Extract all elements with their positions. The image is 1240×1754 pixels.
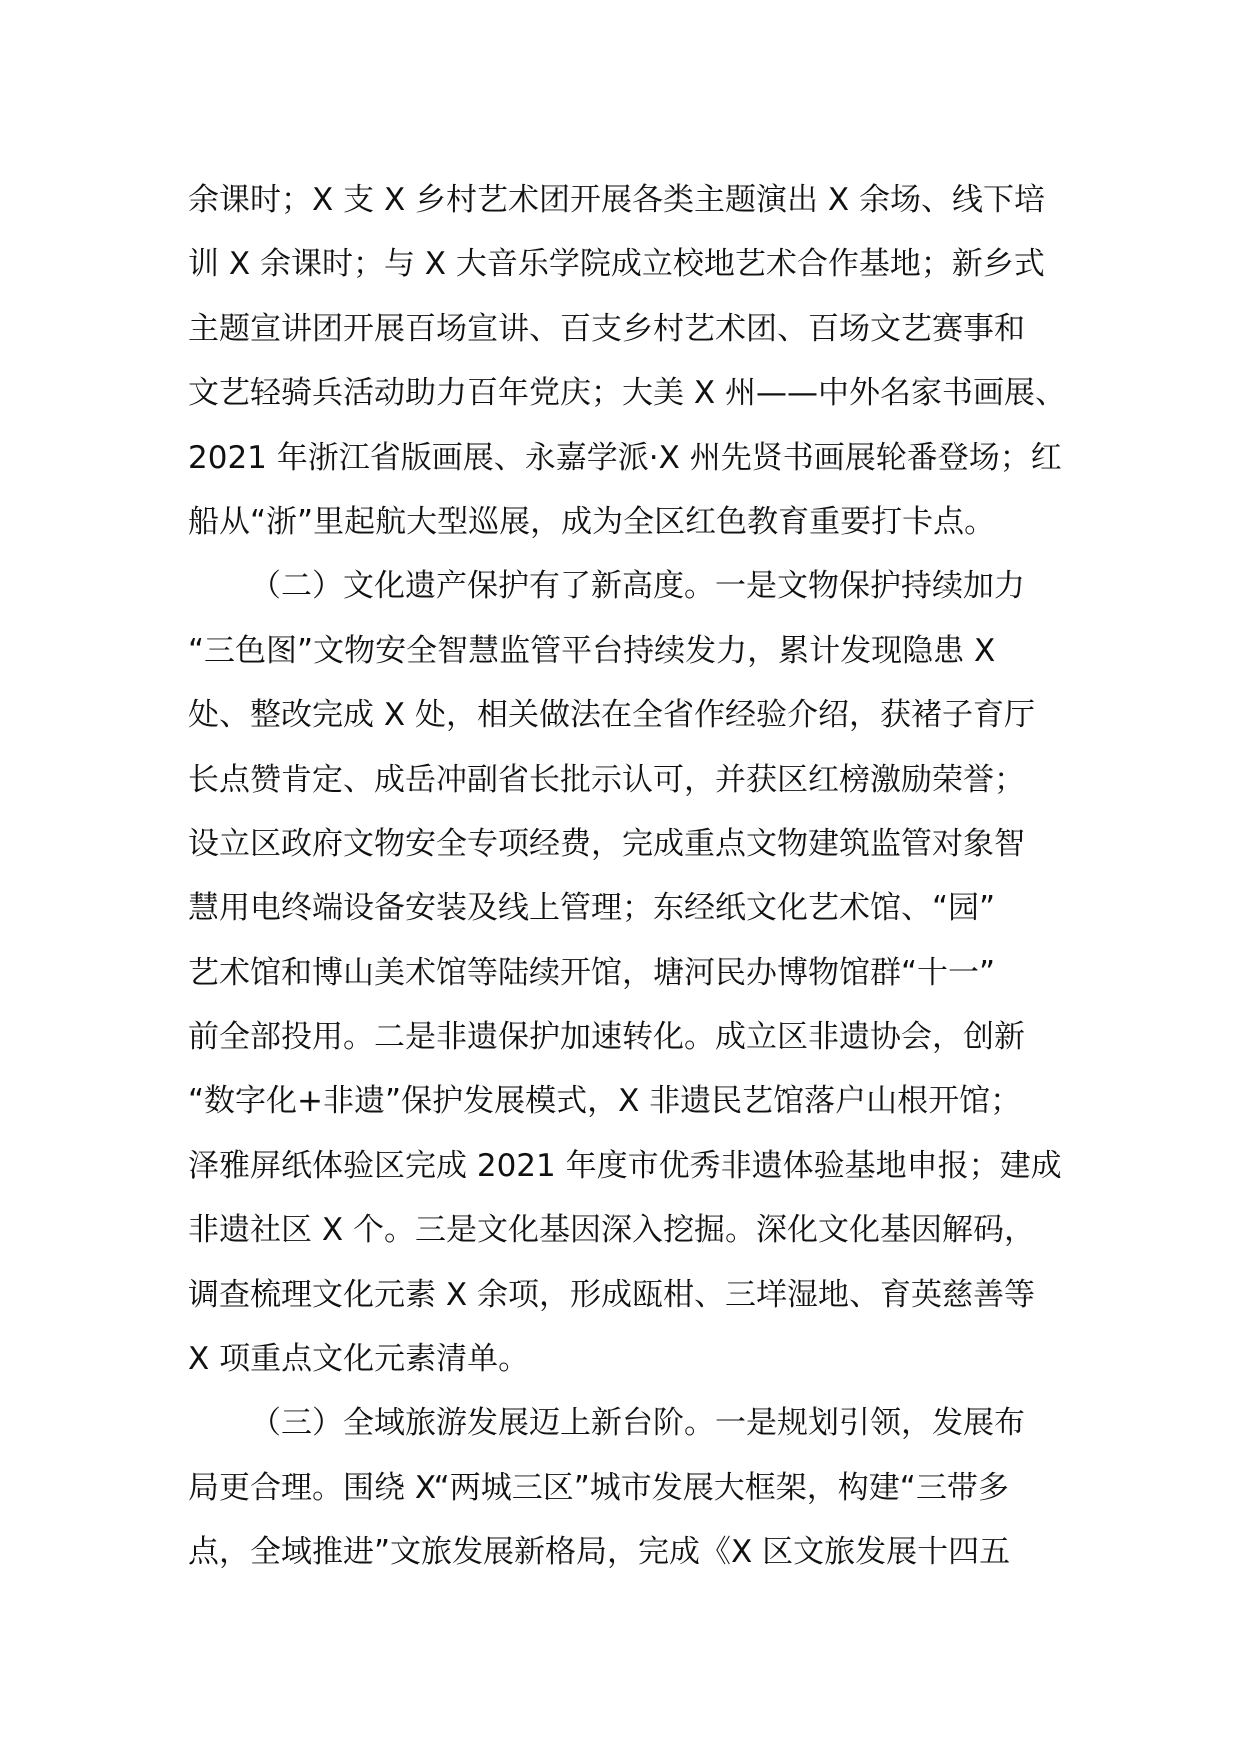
section-three-heading-line: （三）全域旅游发展迈上新台阶。一是规划引领，发展布 <box>250 1405 1025 1442</box>
text-line: “三色图”文物安全智慧监管平台持续发力，累计发现隐患 X <box>188 632 996 669</box>
text-line: 余课时；X 支 X 乡村艺术团开展各类主题演出 X 余场、线下培 <box>188 182 1045 218</box>
section-two-heading-line: （二）文化遗产保护有了新高度。一是文物保护持续加力 <box>250 568 1025 605</box>
text-line: 处、整改完成 X 处，相关做法在全省作经验介绍，获褚子育厅 <box>188 697 1035 734</box>
text-line: “数字化+非遗”保护发展模式，X 非遗民艺馆落户山根开馆； <box>188 1083 1022 1120</box>
text-line: 训 X 余课时；与 X 大音乐学院成立校地艺术合作基地；新乡式 <box>188 246 1045 283</box>
text-line: 设立区政府文物安全专项经费，完成重点文物建筑监管对象智 <box>188 825 1025 862</box>
text-line: 非遗社区 X 个。三是文化基因深入挖掘。深化文化基因解码， <box>188 1212 1035 1249</box>
text-line: 点，全域推进”文旅发展新格局，完成《X 区文旅发展十四五 <box>188 1534 1011 1571</box>
text-line: 泽雅屏纸体验区完成 2021 年度市优秀非遗体验基地申报；建成 <box>188 1147 1062 1184</box>
text-line: 主题宣讲团开展百场宣讲、百支乡村艺术团、百场文艺赛事和 <box>188 310 1025 347</box>
text-line: 慧用电终端设备安装及线上管理；东经纸文化艺术馆、“园” <box>188 890 996 927</box>
text-line: 船从“浙”里起航大型巡展，成为全区红色教育重要打卡点。 <box>188 503 996 540</box>
text-line: X 项重点文化元素清单。 <box>188 1341 530 1378</box>
text-line: 文艺轻骑兵活动助力百年党庆；大美 X 州——中外名家书画展、 <box>188 375 1066 412</box>
text-line: 2021 年浙江省版画展、永嘉学派·X 州先贤书画展轮番登场；红 <box>188 439 1062 476</box>
text-line: 艺术馆和博山美术馆等陆续开馆，塘河民办博物馆群“十一” <box>188 954 996 991</box>
text-line: 局更合理。围绕 X“两城三区”城市发展大框架，构建“三带多 <box>188 1469 1009 1506</box>
document-body <box>188 168 1068 1585</box>
text-line: 前全部投用。二是非遗保护加速转化。成立区非遗协会，创新 <box>188 1019 1025 1056</box>
text-line: 长点赞肯定、成岳冲副省长批示认可，并获区红榜激励荣誉； <box>188 761 1025 798</box>
text-line: 调查梳理文化元素 X 余项，形成瓯柑、三垟湿地、育英慈善等 <box>188 1276 1035 1313</box>
